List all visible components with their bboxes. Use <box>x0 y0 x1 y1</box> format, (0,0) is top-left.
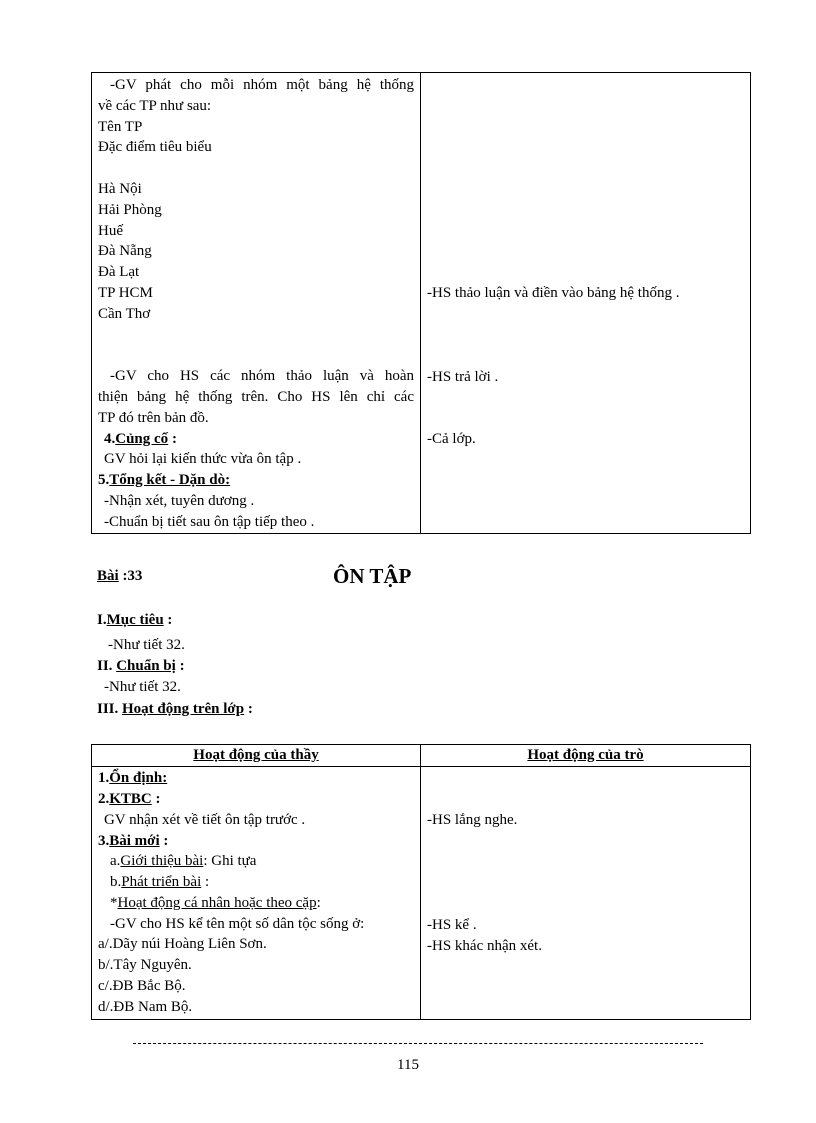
summary-item: -Nhận xét, tuyên dương . <box>104 492 255 509</box>
student-discuss: -HS thảo luận và điền vào bảng hệ thống . <box>427 285 680 301</box>
text-line <box>98 325 414 346</box>
consolidate-text: GV hỏi lại kiến thức vừa ôn tập . <box>104 451 302 468</box>
consolidate-heading: 4.Củng cố : <box>104 430 177 447</box>
text-line: về các TP như sau: <box>98 97 212 114</box>
summary-item: -Chuẩn bị tiết sau ôn tập tiếp theo . <box>104 513 315 530</box>
student-answer: -HS trả lời . <box>427 369 499 385</box>
city-name: Cần Thơ <box>98 305 151 322</box>
objectives-heading: I.Mục tiêu : <box>97 612 173 628</box>
stabilize-heading: 1.Ổn định: <box>98 770 168 787</box>
lesson-number: Bài :33 <box>97 568 143 584</box>
objectives-text: -Như tiết 32. <box>108 637 185 653</box>
region-item: c/.ĐB Bắc Bộ. <box>98 978 186 995</box>
footer-divider <box>133 1043 703 1044</box>
activity-type-line: *Hoạt động cá nhân hoặc theo cặp: <box>110 894 321 911</box>
student-listen: -HS lắng nghe. <box>427 812 518 829</box>
student-class: -Cả lớp. <box>427 431 476 447</box>
activities-table-continued <box>91 72 751 534</box>
ktbc-text: GV nhận xét về tiết ôn tập trước . <box>104 811 306 828</box>
new-lesson-heading: 3.Bài mới : <box>98 832 169 849</box>
page-number: 115 <box>397 1057 419 1073</box>
intro-line: a.Giới thiệu bài: Ghi tựa <box>110 853 257 870</box>
develop-line: b.Phát triển bài : <box>110 874 210 891</box>
summary-heading: 5.Tổng kết - Dặn dò: <box>98 472 231 489</box>
activities-heading: III. Hoạt động trên lớp : <box>97 701 253 717</box>
region-item: a/.Dãy núi Hoàng Liên Sơn. <box>98 936 267 953</box>
header-teacher-activity: Hoạt động của thầy <box>92 745 421 767</box>
text-line: -GV phát cho mỗi nhóm một bảng hệ thống <box>110 77 414 93</box>
ktbc-heading: 2.KTBC : <box>98 790 161 807</box>
text-line: TP đó trên bản đồ. <box>98 409 209 426</box>
city-name: Hải Phòng <box>98 201 162 218</box>
header-student-activity: Hoạt động của trò <box>421 745 751 767</box>
teacher-activities-cell <box>92 767 421 1020</box>
task-line: -GV cho HS kể tên một số dân tộc sống ở: <box>110 915 365 932</box>
text-line: Tên TP <box>98 118 143 135</box>
lesson-title: ÔN TẬP <box>333 564 412 588</box>
city-name: Huế <box>98 222 123 239</box>
student-activities-cell <box>421 767 751 1020</box>
city-name: TP HCM <box>98 284 153 301</box>
city-name: Đà Nẵng <box>98 243 152 260</box>
region-item: d/.ĐB Nam Bộ. <box>98 998 193 1015</box>
region-item: b/.Tây Nguyên. <box>98 957 192 974</box>
text-line <box>98 158 414 179</box>
text-line <box>98 345 414 366</box>
student-tell: -HS kể . <box>427 917 477 934</box>
text-line: thiện bảng hệ thống trên. Cho HS lên chỉ các <box>98 388 414 405</box>
student-comment: -HS khác nhận xét. <box>427 938 542 955</box>
teacher-activities-cell <box>92 73 421 534</box>
city-name: Đà Lạt <box>98 264 140 281</box>
preparation-text: -Như tiết 32. <box>104 679 181 695</box>
preparation-heading: II. Chuẩn bị : <box>97 658 185 674</box>
text-line: Đặc điểm tiêu biểu <box>98 139 212 156</box>
city-name: Hà Nội <box>98 180 142 197</box>
text-line: -GV cho HS các nhóm thảo luận và hoàn <box>110 368 414 385</box>
student-activities-cell <box>421 73 751 534</box>
activities-table <box>91 744 751 1020</box>
